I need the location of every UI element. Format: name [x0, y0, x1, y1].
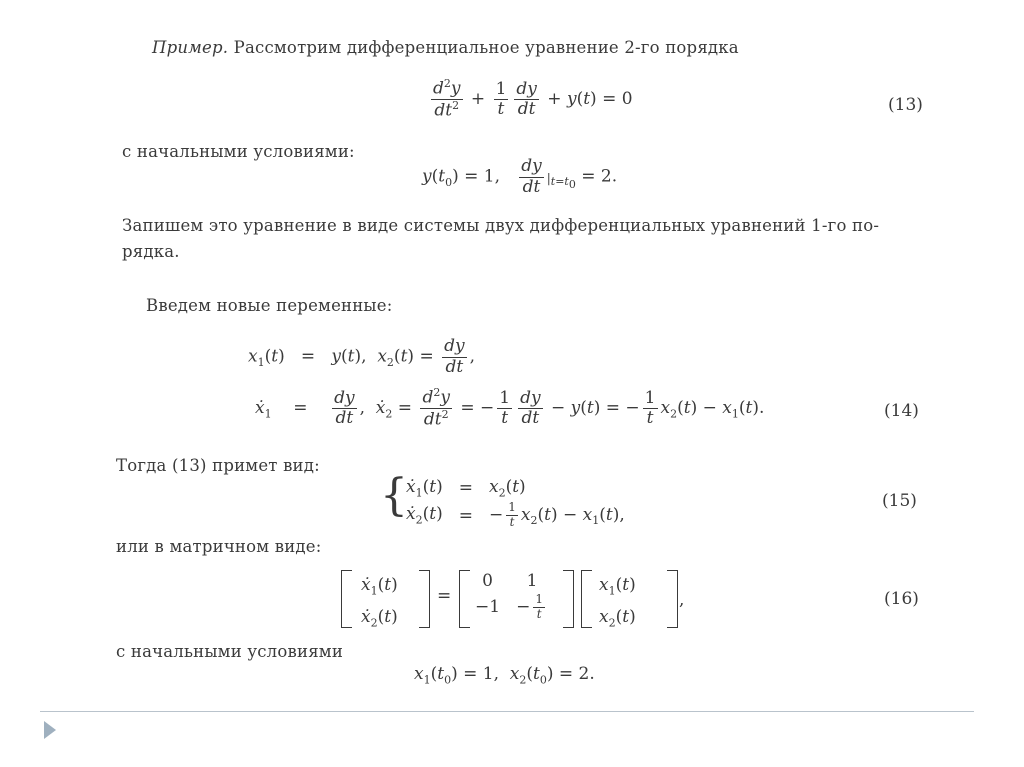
intro-text: Рассмотрим дифференциальное уравнение 2-го порядка — [228, 38, 739, 57]
system-paragraph-line2: рядка. — [122, 242, 180, 261]
equation-number-15: (15) — [882, 491, 917, 511]
equation-14-line1: $x_1(t) = y(t)$, $x_2(t)$ = $\frac{dy}{dt}$ , — [248, 336, 475, 377]
initial-conditions-text-1: с начальными условиями: — [122, 142, 355, 161]
initial-conditions-text-2: с начальными условиями — [116, 642, 344, 661]
equation-number-16: (16) — [884, 589, 919, 609]
equation-number-13: (13) — [888, 95, 923, 115]
bracket-right — [563, 570, 574, 628]
bracket-left — [341, 570, 352, 628]
equation-16: ẋ$_1$(t) ẋ$_2$(t) = 0 1 −1 − $\frac{1}{t}$ $x_1(t)$ $x_2(t)$ , — [341, 568, 686, 632]
system-paragraph-line1: Запишем это уравнение в виде системы двух дифференциальных уравнений 1-го по- — [122, 216, 880, 235]
equation-13: $\frac{d^2y}{dt^2}$ + $\frac{1}{t}$ $\frac{dy}{dt}$ + y(t) = 0 — [433, 77, 633, 121]
intro-paragraph — [152, 38, 739, 57]
bracket-left — [581, 570, 592, 628]
then-text: Тогда (13) примет вид: — [116, 456, 320, 475]
initial-conditions-equation-1: $y(t_0) = 1$, $\frac{dy}{dt}$ $|_{t=t_0} = 2$. — [422, 156, 618, 197]
bracket-right — [419, 570, 430, 628]
left-brace: { — [380, 470, 408, 521]
equation-14-line2: ẋ$_1$ = $\frac{dy}{dt}$ , ẋ$_2$ = $\frac{d^2y}{dt^2}$ = − $\frac{1}{t}$ $\frac{dy}{dt}$ − y(t) = − $\frac{1}{t}$ $x_2(t) - x_1(t)$. — [255, 386, 765, 430]
example-label: Пример. — [152, 38, 229, 57]
matrix-form-text: или в матричном виде: — [116, 537, 322, 556]
initial-conditions-equation-2: $x_1(t_0) = 1$, $x_2(t_0) = 2$. — [414, 664, 595, 687]
new-variables-text: Введем новые переменные: — [146, 296, 393, 315]
next-slide-arrow-icon[interactable] — [44, 721, 56, 739]
bracket-right — [667, 570, 678, 628]
footer-divider — [40, 711, 974, 712]
equation-number-14: (14) — [884, 401, 919, 421]
